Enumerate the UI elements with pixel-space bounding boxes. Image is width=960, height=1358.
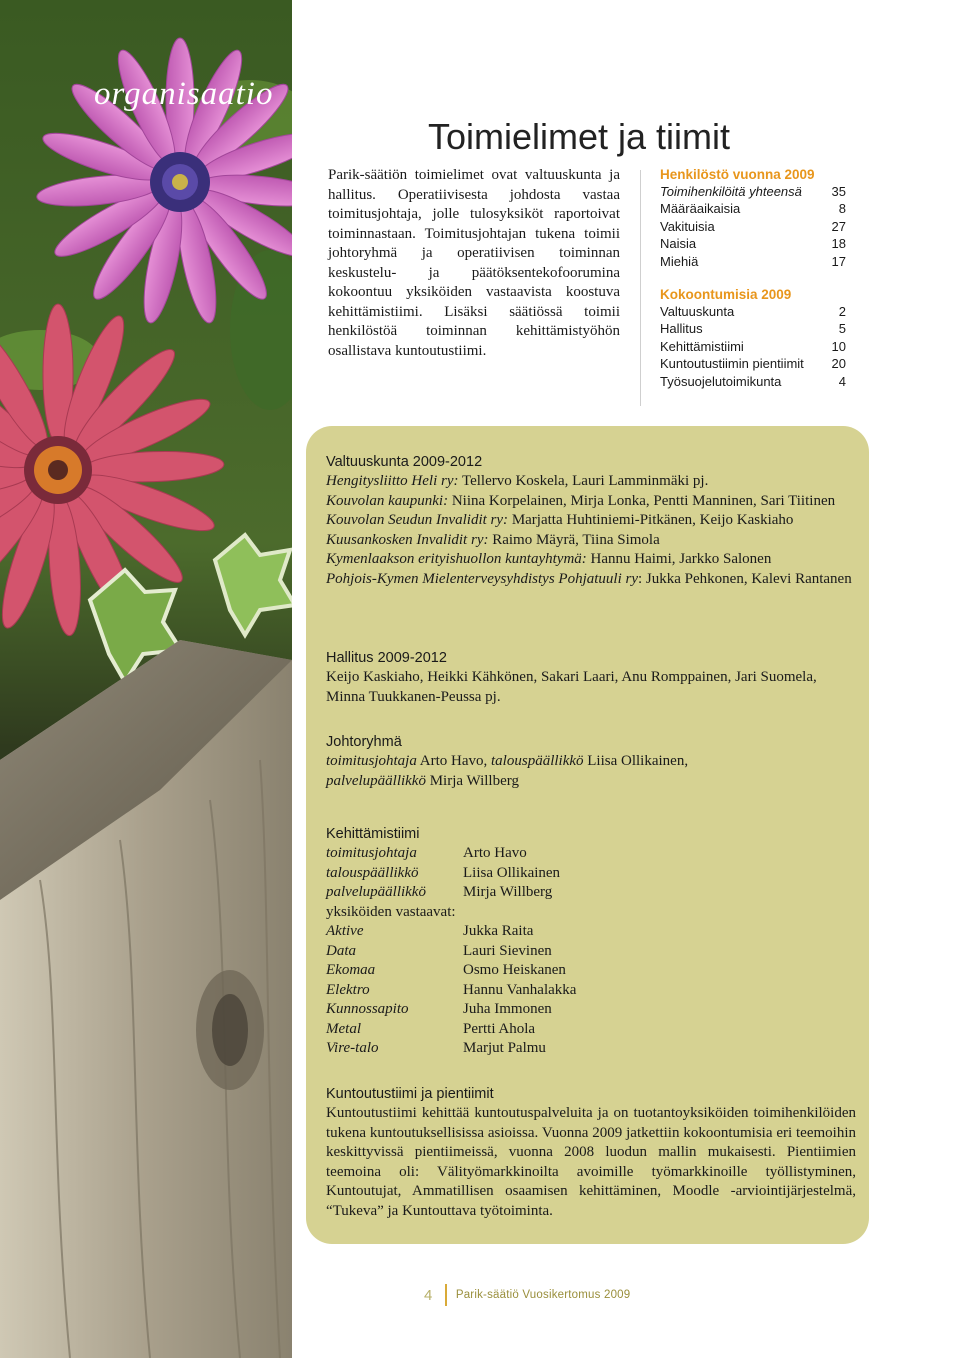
staff-value: 27 (831, 218, 846, 234)
member-line (326, 472, 856, 492)
intro-paragraph: Parik-säätiön toimielimet ovat valtuuskunta ja hallitus. Operatiivisesta johdosta vastaa toimitusjohtaja, jolle tulosyksiköt raportoivat toiminnastaan. Toimitusjohtajan tukena toimii johtoryhmä ja operatiivisen toiminnan keskustelu- ja päätöksentekofoorumina kokoontuu yksiköiden vastaavista koostuva kehittämistiimi. Lisäksi säätiössä toimii henkilöstöä toiminnan kehittämistyöhön osallistava kuntoutustiimi. (328, 167, 620, 359)
member-org: Kouvolan Seudun Invalidit ry: (326, 512, 509, 528)
role: talouspäällikkö (326, 864, 419, 881)
unit: Aktive (326, 923, 364, 939)
page-footer (424, 1284, 630, 1306)
footer-divider (445, 1284, 447, 1306)
staff-value: 18 (831, 236, 846, 252)
meetings-value: 4 (838, 373, 846, 389)
meetings-label: Kehittämistiimi (660, 338, 744, 354)
unit: Kunnossapito (326, 1001, 409, 1017)
person: Osmo Heiskanen (463, 962, 566, 978)
role: talouspäällikkö (491, 753, 584, 769)
staff-label: Vakituisia (660, 218, 715, 234)
hallitus-members: Keijo Kaskiaho, Heikki Kähkönen, Sakari Laari, Anu Romppainen, Jari Suomela, Minna Tuukkanen-Peussa pj. (326, 669, 817, 705)
staff-label: Toimihenkilöitä yhteensä (660, 184, 802, 199)
member-names: Raimo Mäyrä, Tiina Simola (488, 531, 660, 548)
meetings-row (660, 355, 846, 372)
meetings-value: 5 (838, 321, 846, 337)
valtuuskunta-section (326, 452, 856, 589)
member-line (326, 531, 856, 551)
member-org: Kuusankosken Invalidit ry: (326, 531, 489, 548)
person: Mirja Willberg (463, 884, 553, 900)
unit: Data (326, 942, 356, 959)
person: Lauri Sievinen (463, 942, 552, 959)
staff-row (660, 253, 846, 270)
hallitus-heading: Hallitus 2009-2012 (326, 650, 447, 666)
team-row (326, 903, 856, 923)
meetings-heading: Kokoontumisia 2009 (660, 287, 792, 303)
meetings-row (660, 303, 846, 320)
person: Liisa Ollikainen, (583, 753, 689, 769)
member-names: Marjatta Huhtiniemi-Pitkänen, Keijo Kaskiaho (508, 512, 794, 528)
publication-name: Parik-säätiö Vuosikertomus 2009 (455, 1289, 631, 1301)
role: palvelupäällikkö (326, 772, 426, 789)
staff-label: Naisia (660, 236, 697, 252)
johtoryhma-line (326, 752, 856, 772)
team-row (326, 844, 856, 864)
member-line (326, 570, 856, 590)
role: toimitusjohtaja (326, 845, 417, 861)
unit: Ekomaa (326, 962, 376, 978)
role: toimitusjohtaja (326, 753, 417, 769)
team-row (326, 864, 856, 884)
units-label: yksiköiden vastaavat: (326, 903, 456, 920)
staff-value: 35 (831, 184, 846, 199)
person: Hannu Vanhalakka (463, 981, 577, 998)
team-row (326, 942, 856, 962)
stats-box (660, 166, 846, 390)
meetings-label: Valtuuskunta (660, 304, 735, 320)
hallitus-section (326, 648, 856, 707)
johtoryhma-line (326, 772, 856, 792)
meetings-row (660, 338, 846, 355)
staff-label: Miehiä (660, 253, 699, 269)
meetings-value: 20 (831, 356, 846, 372)
johtoryhma-section (326, 732, 856, 791)
role: palvelupäällikkö (326, 884, 426, 900)
team-row (326, 961, 856, 981)
person: Jukka Raita (463, 923, 534, 939)
person: Arto Havo (463, 845, 527, 861)
person: Mirja Willberg (425, 772, 519, 789)
member-org: Pohjois-Kymen Mielenterveysyhdistys Pohjatuuli ry (326, 570, 639, 587)
kehittamistiimi-heading: Kehittämistiimi (326, 826, 420, 842)
meetings-row (660, 373, 846, 390)
kuntoutustiimi-heading: Kuntoutustiimi ja pientiimit (326, 1086, 494, 1102)
flower-photo (0, 0, 292, 1358)
kuntoutustiimi-section (326, 1084, 856, 1221)
person: Pertti Ahola (463, 1020, 536, 1037)
section-tag: organisaatio (94, 76, 274, 112)
kehittamistiimi-section (326, 824, 856, 1059)
unit: Elektro (326, 981, 370, 998)
member-org: Hengitysliitto Heli ry: (326, 473, 459, 489)
staff-value: 8 (838, 201, 846, 217)
column-divider (640, 170, 641, 406)
staff-row (660, 218, 846, 235)
staff-row (660, 183, 846, 200)
meetings-label: Kuntoutustiimin pientiimit (660, 356, 804, 372)
staff-row (660, 200, 846, 217)
meetings-value: 2 (838, 304, 846, 320)
member-line (326, 492, 856, 512)
unit: Metal (326, 1020, 361, 1037)
meetings-label: Työsuojelutoimikunta (660, 373, 782, 389)
kuntoutustiimi-text: Kuntoutustiimi kehittää kuntoutuspalveluita ja on tuotantoyksiköiden toimihenkilöiden tukena kuntoutuksellisissa asioissa. Vuonna 2009 jatkettiin kokoontumisia eri teemoihin keskittyvissä pientiimeissä, vuonna 2008 luodun mallin mukaisesti. Pientiimien teemoina oli: Välityömarkkinoilta avoimille työmarkkinoille työllistyminen, Kuntoutujat, Ammatillisen osaamisen kehittäminen, Moodle -arviointijärjestelmä, “Tukeva” ja Kuntouttava työtoiminta. (326, 1105, 856, 1219)
unit: Vire-talo (326, 1040, 379, 1056)
team-row (326, 1000, 856, 1020)
meetings-row (660, 320, 846, 337)
member-names: Hannu Haimi, Jarkko Salonen (586, 551, 772, 567)
member-names: Niina Korpelainen, Mirja Lonka, Pentti Manninen, Sari Tiitinen (448, 492, 836, 509)
staff-row (660, 235, 846, 252)
staff-label: Määräaikaisia (660, 201, 741, 217)
team-row (326, 1039, 856, 1059)
johtoryhma-heading: Johtoryhmä (326, 734, 402, 750)
valtuuskunta-heading: Valtuuskunta 2009-2012 (326, 454, 483, 470)
person: Juha Immonen (463, 1001, 552, 1017)
team-row (326, 883, 856, 903)
member-org: Kouvolan kaupunki: (326, 492, 449, 509)
person: Marjut Palmu (463, 1040, 546, 1056)
member-names: : Jukka Pehkonen, Kalevi Rantanen (638, 570, 852, 587)
team-row (326, 981, 856, 1001)
person: Arto Havo, (416, 753, 492, 769)
team-row (326, 922, 856, 942)
member-line (326, 511, 856, 531)
organisation-panel (306, 426, 869, 1244)
page-title: Toimielimet ja tiimit (428, 116, 731, 157)
staff-heading: Henkilöstö vuonna 2009 (660, 167, 815, 182)
staff-value: 17 (831, 253, 846, 269)
person: Liisa Ollikainen (463, 864, 561, 881)
team-row (326, 1020, 856, 1040)
member-org: Kymenlaakson erityishuollon kuntayhtymä: (326, 551, 587, 567)
meetings-value: 10 (831, 338, 846, 354)
meetings-label: Hallitus (660, 321, 703, 337)
member-names: Tellervo Koskela, Lauri Lamminmäki pj. (458, 473, 709, 489)
member-line (326, 550, 856, 570)
page-number: 4 (424, 1286, 433, 1304)
